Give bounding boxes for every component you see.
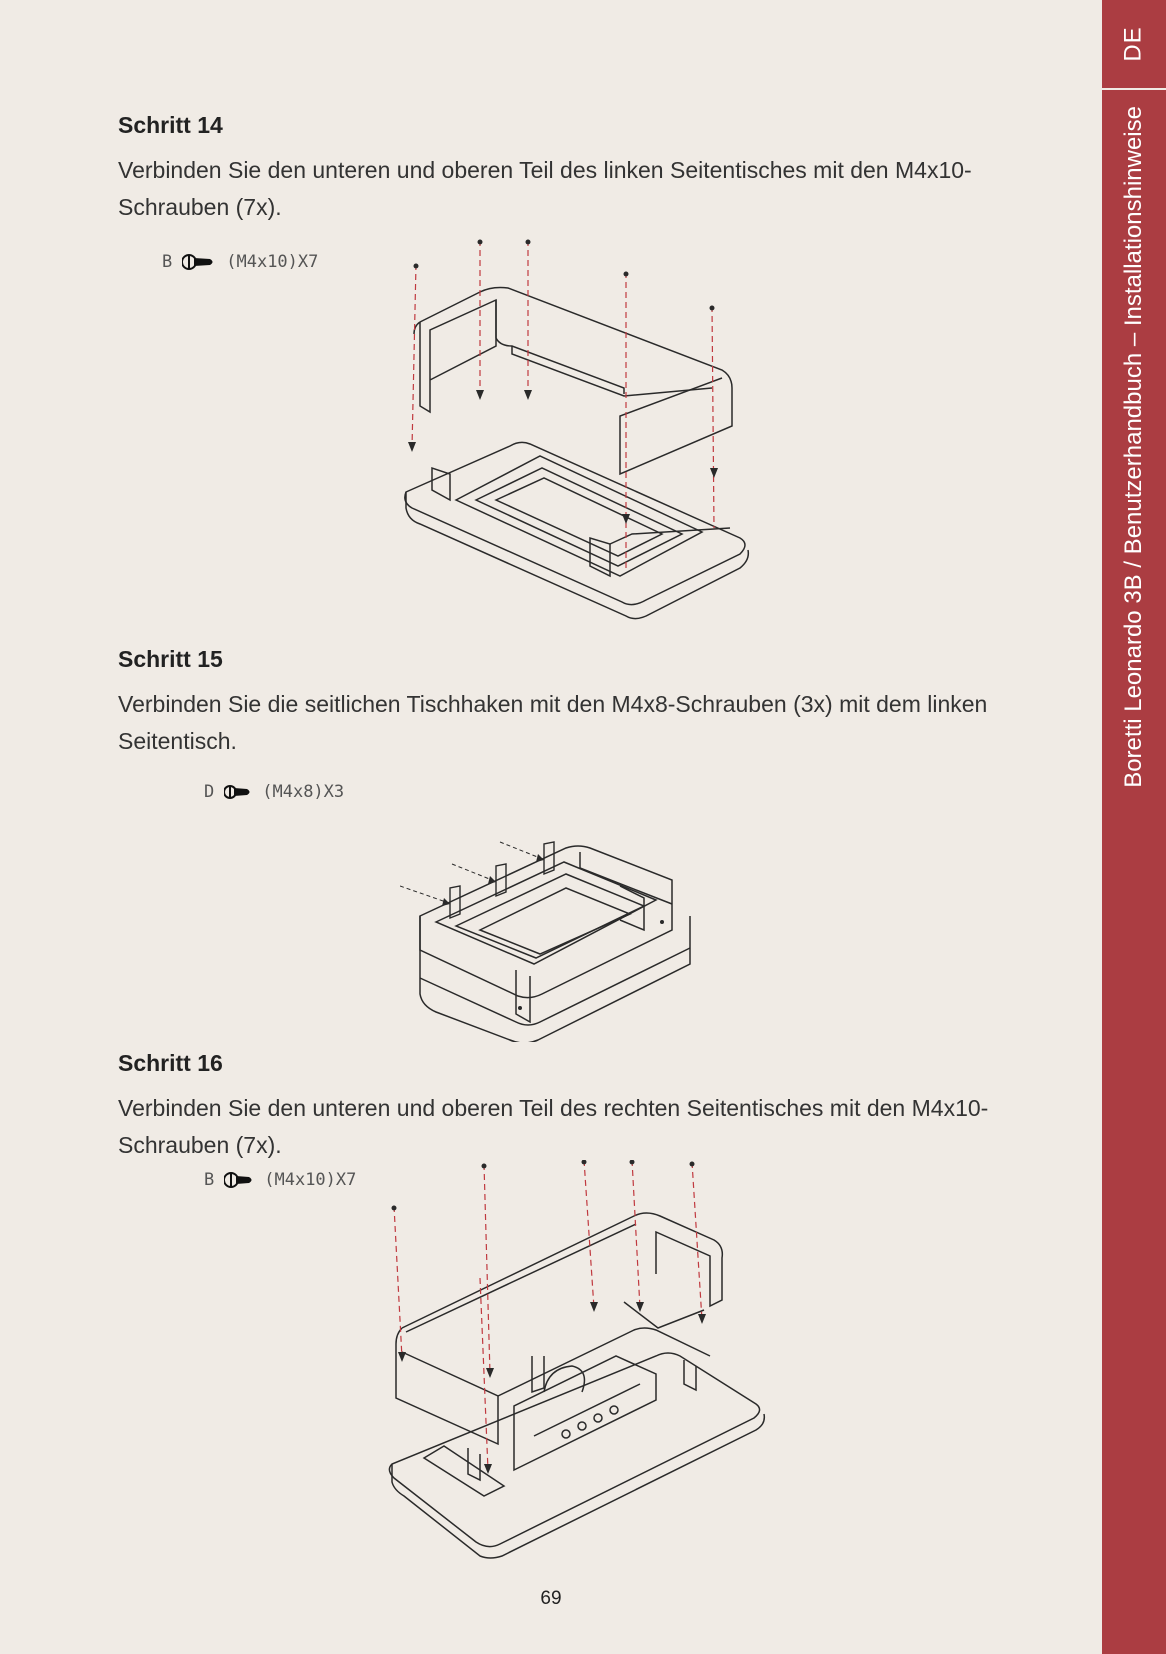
step-14-text: Verbinden Sie den unteren und oberen Teil des linken Seitentisches mit den M4x10-Schrauben (7x). [118,157,972,220]
sidebar-divider [1102,88,1166,90]
upper-shell [420,288,732,475]
part-code: D [204,782,215,802]
step-14-parts-label [162,252,318,272]
step-15-heading: Schritt 15 [118,646,223,672]
part-quantity: (M4x8)X3 [262,782,345,802]
part-quantity: (M4x10)X7 [264,1170,357,1190]
step-15-text: Verbinden Sie die seitlichen Tischhaken mit den M4x8-Schrauben (3x) mit dem linken Seitentisch. [118,691,988,754]
language-label: DE [1120,26,1147,62]
lower-base [389,1353,759,1547]
screw-icon [224,783,252,801]
step-16-parts-label [204,1170,356,1190]
step-16-text: Verbinden Sie den unteren und oberen Teil des rechten Seitentisches mit den M4x10-Schrauben (7x). [118,1095,989,1158]
step-15-parts-label [204,782,344,802]
step-14-assembly-diagram [400,238,800,638]
step-16-heading: Schritt 16 [118,1050,223,1076]
manual-title: Boretti Leonardo 3B / Benutzerhandbuch – Installationshinweise [1120,106,1147,788]
part-code: B [204,1170,215,1190]
page-number: 69 [540,1588,562,1609]
lower-base [405,442,745,604]
screw-icon [182,252,216,272]
screw-icon [224,1170,254,1190]
step-16-assembly-diagram [384,1160,768,1560]
language-tab [1102,0,1166,88]
part-quantity: (M4x10)X7 [226,252,319,272]
step-15-assembly-diagram [400,818,740,1042]
step-14-heading: Schritt 14 [118,112,223,138]
part-code: B [162,252,173,272]
